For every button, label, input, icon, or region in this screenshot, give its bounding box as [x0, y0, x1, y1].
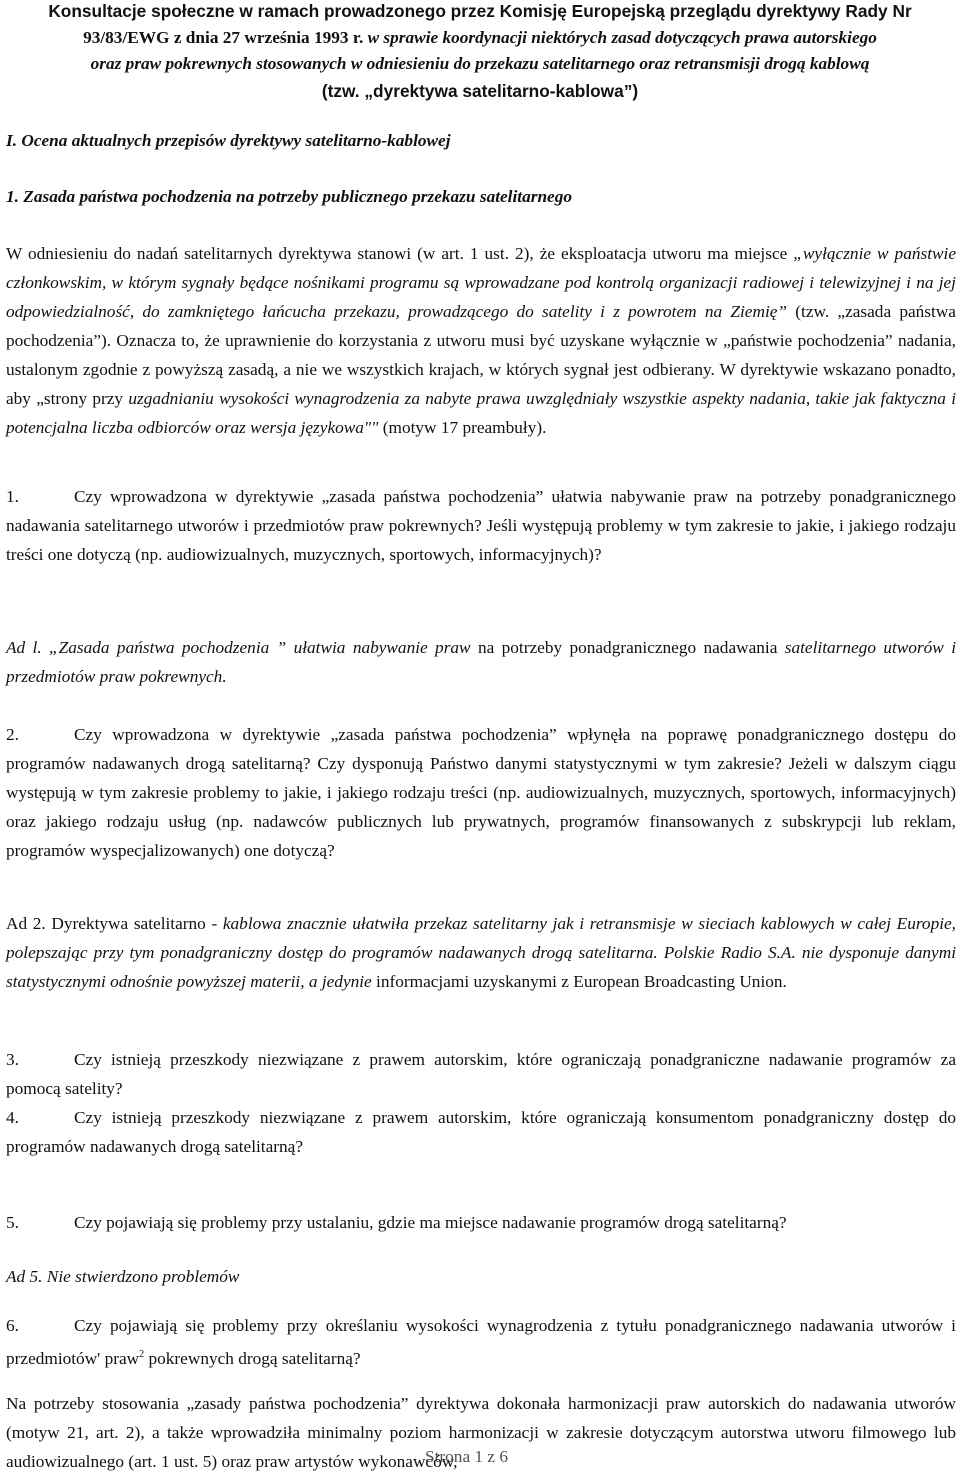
- question-6-number: 6.: [6, 1316, 19, 1335]
- answer-2-italic: kablowa znacznie ułatwiła przekaz satelitarny jak i retransmisje w sieciach kablowych w całej Europie, polepszając przy tym ponadgraniczny dostęp do programów nadawanych drogą satelitarna. Polskie Radio S.A. nie dysponuje danymi statystycznymi odnośnie powyższej materii, a jedynie: [6, 914, 957, 991]
- question-3-text: Czy istnieją przeszkody niezwiązane z prawem autorskim, które ograniczają ponadgraniczne nadawanie programów za pomocą satelity?: [6, 1050, 956, 1098]
- question-4-number: 4.: [6, 1108, 19, 1127]
- question-6-text-b: pokrewnych drogą satelitarną?: [144, 1348, 361, 1368]
- intro-text-1: W odniesieniu do nadań satelitarnych dyrektywa stanowi (w art. 1 ust. 2), że eksploatacja utworu ma miejsce: [6, 244, 794, 263]
- question-1-number: 1.: [6, 487, 19, 506]
- answer-2-text-b: informacjami uzyskanymi z European Broadcasting Union.: [371, 972, 787, 991]
- answer-1-italic: Ad l. „Zasada państwa pochodzenia ” ułatwia nabywanie praw: [6, 638, 471, 657]
- question-1: [6, 482, 956, 569]
- question-2-text: Czy wprowadzona w dyrektywie „zasada państwa pochodzenia” wpłynęła na poprawę ponadgranicznego dostępu do programów nadawanych drogą satelitarną? Czy dysponują Państwo danymi statystycznymi w tym zakresie? Jeżeli w dalszym ciągu występują w tym zakresie problemy to jakie, i jakiego rodzaju treści (np. audiowizualnych, muzycznych, sportowych, informacyjnych) oraz jakiego rodzaju usług (np. nadawców publicznych lub prywatnych, programów finansowanych z subskrypcji lub reklam, programów wyspecjalizowanych) one dotyczą?: [6, 725, 956, 860]
- question-2: [6, 720, 956, 865]
- question-6: [6, 1311, 956, 1373]
- title-line-2a: 93/83/EWG z dnia 27 września 1993 r.: [83, 27, 364, 47]
- answer-5: Ad 5. Nie stwierdzono problemów: [6, 1267, 240, 1286]
- question-6-text-a: Czy pojawiają się problemy przy określaniu wysokości wynagrodzenia z tytułu ponadgranicznego nadawania utworów i przedmiotów' praw: [6, 1316, 956, 1368]
- answer-2-text-a: Ad 2. Dyrektywa satelitarno -: [6, 914, 223, 933]
- title-line-1: Konsultacje społeczne w ramach prowadzonego przez Komisję Europejską przeglądu dyrektywy Rady Nr: [48, 1, 912, 21]
- intro-paragraph: [6, 239, 956, 442]
- intro-text-3: (motyw 17 preambuły).: [378, 418, 547, 437]
- title-line-4: (tzw. „dyrektywa satelitarno-kablowa”): [321, 80, 639, 101]
- section-heading: I. Ocena aktualnych przepisów dyrektywy satelitarno-kablowej: [6, 131, 451, 150]
- answer-2: [6, 909, 956, 996]
- intro-quote-1: „wyłącznie w państwie członkowskim, w którym sygnały będące nośnikami programu są wprowadzane pod kontrolą organizacji radiowej i telewizyjnej i na jej odpowiedzialność, do zamkniętego łańcucha przekazu, prowadzącego do satelity i z powrotem na Ziemię”: [6, 244, 956, 321]
- question-5: [6, 1208, 956, 1237]
- question-3: [6, 1045, 956, 1103]
- question-4-text: Czy istnieją przeszkody niezwiązane z prawem autorskim, które ograniczają konsumentom ponadgraniczny dostęp do programów nadawanych drogą satelitarną?: [6, 1108, 956, 1156]
- question-3-number: 3.: [6, 1050, 19, 1069]
- subsection-heading: 1. Zasada państwa pochodzenia na potrzeby publicznego przekazu satelitarnego: [6, 187, 573, 206]
- answer-1-italic-2: satelitarnego utworów i przedmiotów praw pokrewnych.: [6, 638, 956, 686]
- question-5-number: 5.: [6, 1213, 19, 1232]
- question-1-text: Czy wprowadzona w dyrektywie „zasada państwa pochodzenia” ułatwia nabywanie praw na potrzeby ponadgranicznego nadawania satelitarnego utworów i przedmiotów praw pokrewnych? Jeśli występują problemy w tym zakresie to jakie, i jakiego rodzaju treści one dotyczą (np. audiowizualnych, muzycznych, sportowych, informacyjnych)?: [6, 487, 956, 564]
- page-footer: Strona 1 z 6: [425, 1447, 509, 1466]
- intro-text-2: (tzw. „zasada państwa pochodzenia”). Oznacza to, że uprawnienie do korzystania z utworu musi być uzyskane wyłącznie w „państwie pochodzenia” nadania, ustalonym zgodnie z powyższą zasadą, a nie we wszystkich krajach, w których sygnał jest odbierany. W dyrektywie wskazano ponadto, aby „strony przy: [6, 302, 956, 408]
- document-title: [6, 0, 954, 104]
- closing-paragraph: Na potrzeby stosowania „zasady państwa pochodzenia” dyrektywa dokonała harmonizacji praw autorskich do nadawania utworów (motyw 21, art. 2), a także wprowadziła minimalny poziom harmonizacji w zakresie dotyczącym autorstwa utworu filmowego lub audiowizualnego (art. 1 ust. 5) oraz praw artystów wykonawców,: [6, 1394, 956, 1471]
- question-2-number: 2.: [6, 725, 19, 744]
- question-5-text: Czy pojawiają się problemy przy ustalaniu, gdzie ma miejsce nadawanie programów drogą satelitarną?: [74, 1213, 787, 1232]
- question-6-superscript: 2: [139, 1349, 145, 1360]
- title-line-3: oraz praw pokrewnych stosowanych w odniesieniu do przekazu satelitarnego oraz retransmisji drogą kablową: [90, 54, 870, 73]
- intro-quote-2: uzgadnianiu wysokości wynagrodzenia za nabyte prawa uwzględniały wszystkie aspekty nadania, takie jak faktyczna i potencjalna liczba odbiorców oraz wersja językowa"": [6, 389, 956, 437]
- answer-1-text: na potrzeby ponadgranicznego nadawania: [470, 638, 778, 657]
- answer-1: [6, 633, 956, 691]
- title-line-2b: w sprawie koordynacji niektórych zasad dotyczących prawa autorskiego: [363, 27, 877, 47]
- question-4: [6, 1103, 956, 1161]
